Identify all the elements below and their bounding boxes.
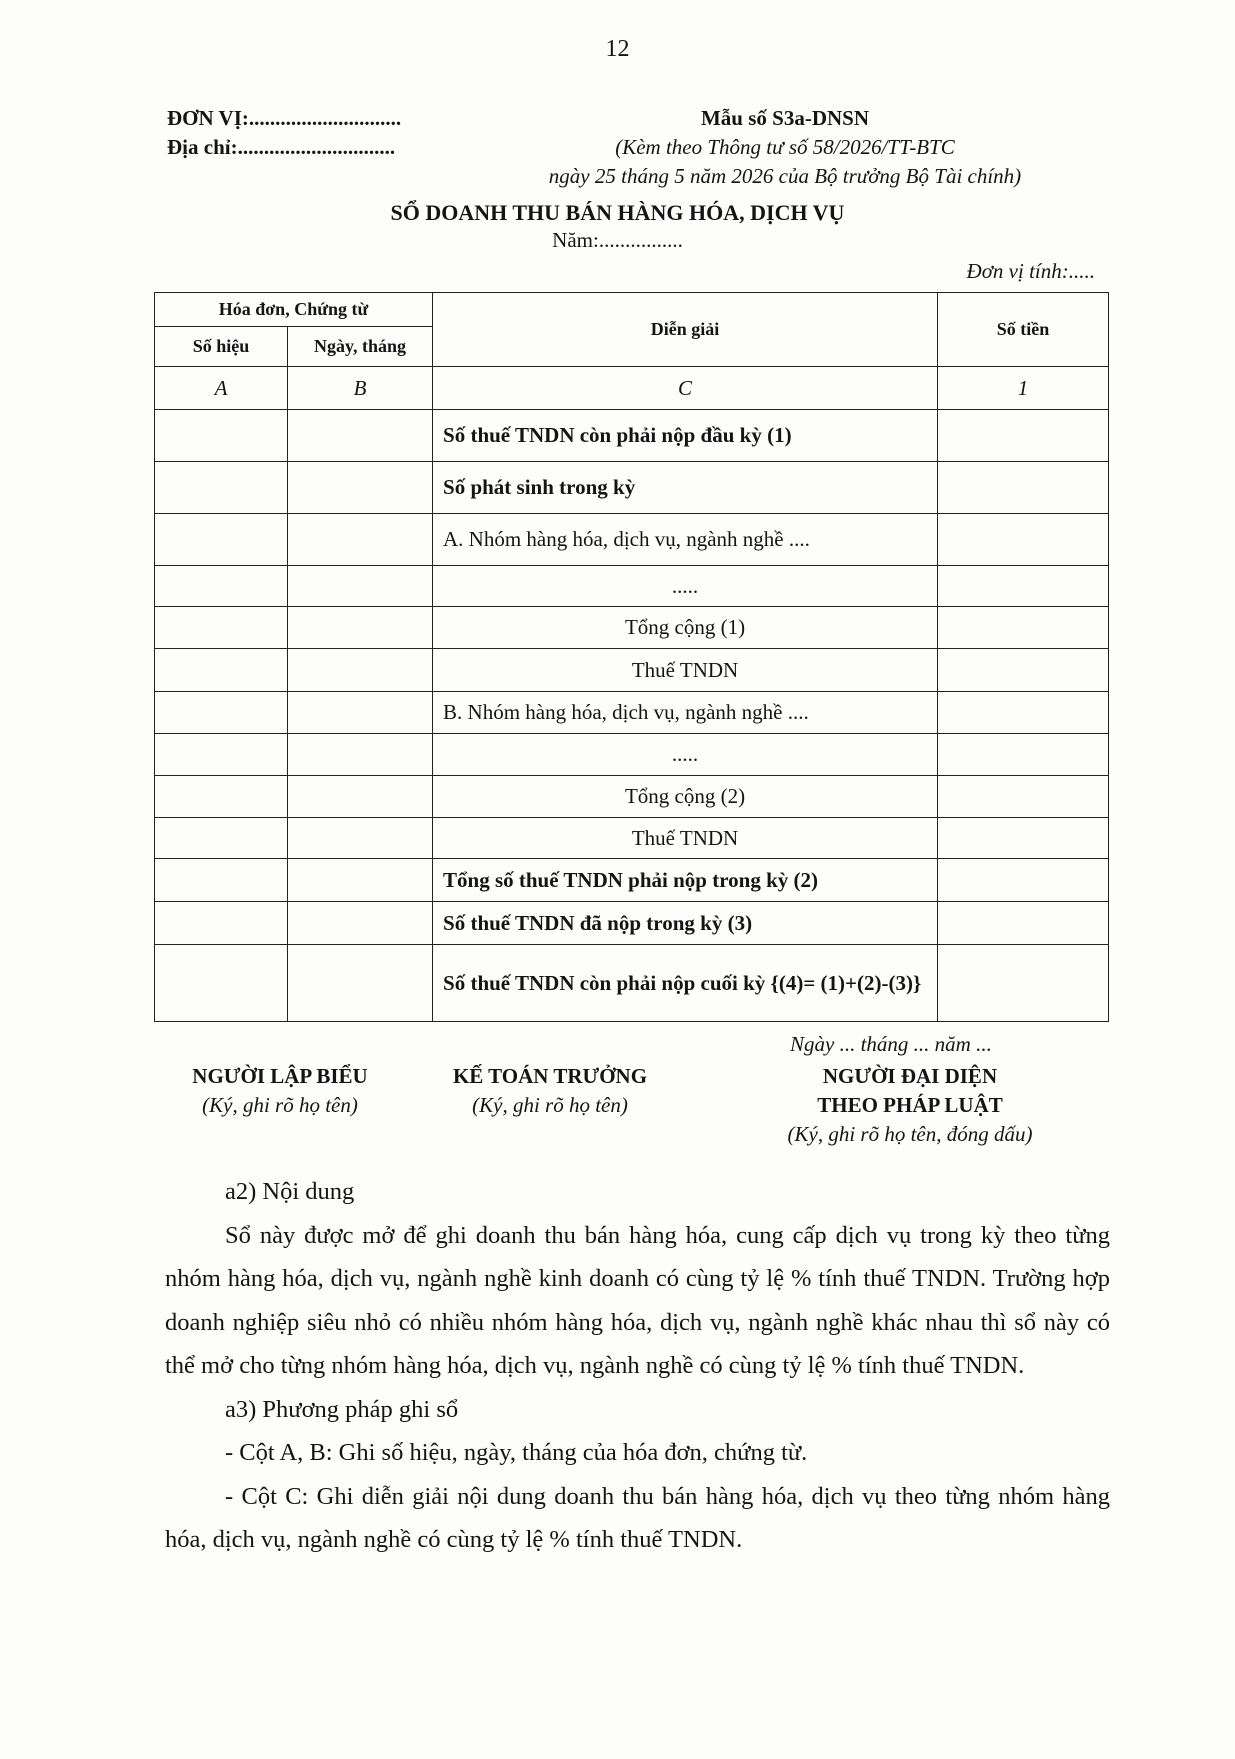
row-description: ..... [433, 566, 938, 607]
row-description: Số thuế TNDN đã nộp trong kỳ (3) [433, 902, 938, 945]
revenue-ledger-table [154, 292, 1109, 1022]
section-a3-heading: a3) Phương pháp ghi sổ [225, 1395, 459, 1423]
table-row [155, 462, 1109, 514]
section-a2-text: Sổ này được mở để ghi doanh thu bán hàng hóa, cung cấp dịch vụ trong kỳ theo từng nhóm hàng hóa, dịch vụ, ngành nghề kinh doanh có cùng tỷ lệ % tính thuế TNDN. Trường hợp doanh nghiệp siêu nhỏ có nhiều nhóm hàng hóa, dịch vụ, ngành nghề khác nhau thì sổ này có thể mở cho từng nhóm hàng hóa, dịch vụ, ngành nghề có cùng tỷ lệ % tính thuế TNDN. [165, 1221, 1110, 1379]
table-row [155, 649, 1109, 692]
table-row [155, 692, 1109, 734]
row-description: Số thuế TNDN còn phải nộp cuối kỳ {(4)= (1)+(2)-(3)} [433, 945, 938, 1022]
table-row [155, 902, 1109, 945]
table-row [155, 607, 1109, 649]
preparer-note: (Ký, ghi rõ họ tên) [202, 1093, 358, 1117]
row-description: Số thuế TNDN còn phải nộp đầu kỳ (1) [433, 410, 938, 462]
row-description: ..... [433, 734, 938, 776]
unit-of-measure: Đơn vị tính:..... [966, 259, 1095, 283]
header-number: Số hiệu [155, 327, 288, 367]
circular-reference: (Kèm theo Thông tư số 58/2026/TT-BTC [615, 135, 955, 159]
table-row [155, 566, 1109, 607]
table-row [155, 859, 1109, 902]
header-date: Ngày, tháng [288, 327, 433, 367]
chief-accountant-role: KẾ TOÁN TRƯỞNG [452, 1064, 648, 1088]
row-description: Tổng cộng (2) [433, 776, 938, 818]
chief-accountant-note: (Ký, ghi rõ họ tên) [472, 1093, 628, 1117]
index-1: 1 [938, 367, 1109, 410]
legal-representative-signature [740, 1062, 1080, 1149]
chief-accountant-signature [420, 1062, 680, 1120]
table-row [155, 410, 1109, 462]
form-reference [480, 104, 1090, 191]
signing-date: Ngày ... tháng ... năm ... [790, 1032, 992, 1056]
legal-rep-role-line2: THEO PHÁP LUẬT [817, 1093, 1003, 1117]
column-c-instruction: - Cột C: Ghi diễn giải nội dung doanh thu bán hàng hóa, dịch vụ theo từng nhóm hàng hóa, dịch vụ, ngành nghề có cùng tỷ lệ % tính thuế TNDN. [165, 1482, 1110, 1553]
ledger-title: SỔ DOANH THU BÁN HÀNG HÓA, DỊCH VỤ [390, 200, 845, 225]
table-row [155, 734, 1109, 776]
legal-rep-role-line1: NGƯỜI ĐẠI DIỆN [822, 1064, 998, 1088]
row-description: A. Nhóm hàng hóa, dịch vụ, ngành nghề .... [433, 514, 938, 566]
row-description: Thuế TNDN [433, 818, 938, 859]
legal-rep-note: (Ký, ghi rõ họ tên, đóng dấu) [787, 1122, 1033, 1146]
header-description: Diễn giải [433, 293, 938, 367]
circular-date: ngày 25 tháng 5 năm 2026 của Bộ trưởng Bộ Tài chính) [548, 164, 1022, 188]
row-description: Số phát sinh trong kỳ [433, 462, 938, 514]
unit-label: ĐƠN VỊ:............................. [167, 106, 402, 130]
row-description: Thuế TNDN [433, 649, 938, 692]
row-description: Tổng cộng (1) [433, 607, 938, 649]
row-description: Tổng số thuế TNDN phải nộp trong kỳ (2) [433, 859, 938, 902]
table-row [155, 776, 1109, 818]
section-a2-heading: a2) Nội dung [225, 1178, 355, 1205]
table-row [155, 818, 1109, 859]
index-a: A [155, 367, 288, 410]
preparer-signature [160, 1062, 400, 1120]
row-description: B. Nhóm hàng hóa, dịch vụ, ngành nghề .... [433, 692, 938, 734]
unit-info [167, 104, 401, 162]
year-label: Năm:................ [552, 228, 683, 252]
preparer-role: NGƯỜI LẬP BIỂU [192, 1064, 368, 1088]
index-c: C [433, 367, 938, 410]
form-number: Mẫu số S3a-DNSN [700, 106, 870, 130]
header-invoice-group: Hóa đơn, Chứng từ [155, 293, 433, 327]
column-index-row [155, 367, 1109, 410]
table-row [155, 514, 1109, 566]
page-number: 12 [605, 36, 630, 62]
address-label: Địa chỉ:.............................. [167, 135, 396, 159]
index-b: B [288, 367, 433, 410]
instructions-body [165, 1170, 1110, 1562]
column-ab-instruction: - Cột A, B: Ghi số hiệu, ngày, tháng của hóa đơn, chứng từ. [225, 1439, 808, 1466]
header-amount: Số tiền [938, 293, 1109, 367]
table-row [155, 945, 1109, 1022]
